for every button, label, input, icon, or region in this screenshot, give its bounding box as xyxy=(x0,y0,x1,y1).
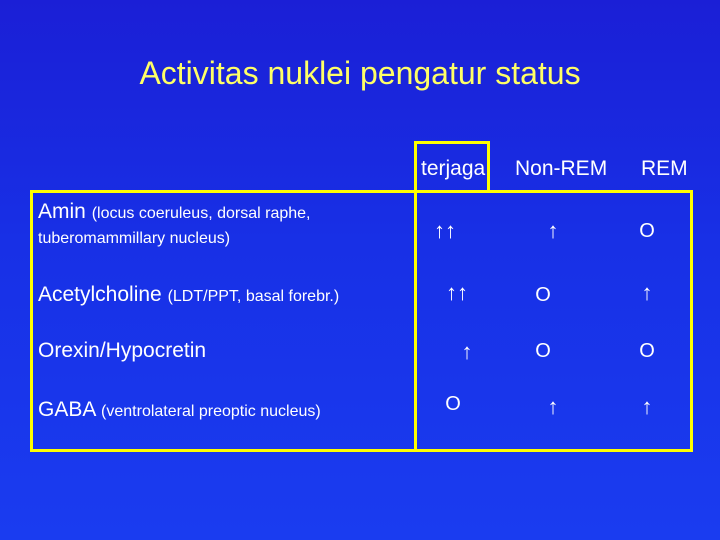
row-name: Acetylcholine xyxy=(38,283,162,306)
row-label-orexin xyxy=(38,339,206,363)
circle-icon: O xyxy=(535,340,551,362)
amin-nonrem-cell xyxy=(528,218,578,244)
orexin-nonrem-cell xyxy=(518,340,568,363)
row-detail-line2: tuberomammillary nucleus) xyxy=(38,230,231,247)
up-arrow-icon: ↑↑ xyxy=(434,218,456,243)
up-arrow-icon: ↑ xyxy=(547,394,559,419)
row-label-amin xyxy=(38,200,310,248)
up-arrow-icon: ↑ xyxy=(641,394,653,419)
circle-icon: O xyxy=(445,393,461,415)
row-detail: (locus coeruleus, dorsal raphe, xyxy=(91,205,311,222)
circle-icon: O xyxy=(639,340,655,362)
gaba-terjaga-cell xyxy=(428,393,478,416)
row-name: GABA xyxy=(38,398,96,421)
row-detail: (LDT/PPT, basal forebr.) xyxy=(167,288,340,305)
slide-title: Activitas nuklei pengatur status xyxy=(139,55,581,91)
amin-terjaga-cell xyxy=(420,218,470,244)
column-header-rem: REM xyxy=(641,157,688,180)
column-header-terjaga: terjaga xyxy=(421,157,486,180)
acetylcholine-nonrem-cell xyxy=(518,284,568,307)
row-name: Orexin/Hypocretin xyxy=(38,339,207,362)
table-divider xyxy=(414,190,417,452)
up-arrow-icon: ↑ xyxy=(547,218,559,243)
up-arrow-icon: ↑ xyxy=(641,280,653,305)
circle-icon: O xyxy=(535,284,551,306)
gaba-rem-cell xyxy=(622,394,672,420)
circle-icon: O xyxy=(639,220,655,242)
row-label-gaba xyxy=(38,398,321,422)
up-arrow-icon: ↑ xyxy=(461,339,473,364)
gaba-nonrem-cell xyxy=(528,394,578,420)
column-header-non-rem: Non-REM xyxy=(515,157,608,180)
row-name: Amin xyxy=(38,200,86,223)
row-detail: (ventrolateral preoptic nucleus) xyxy=(101,403,321,420)
acetylcholine-rem-cell xyxy=(622,280,672,306)
orexin-rem-cell xyxy=(622,340,672,363)
acetylcholine-terjaga-cell xyxy=(432,280,482,306)
amin-rem-cell xyxy=(622,220,672,243)
orexin-terjaga-cell xyxy=(442,339,492,365)
row-label-acetylcholine xyxy=(38,283,339,307)
up-arrow-icon: ↑↑ xyxy=(446,280,468,305)
